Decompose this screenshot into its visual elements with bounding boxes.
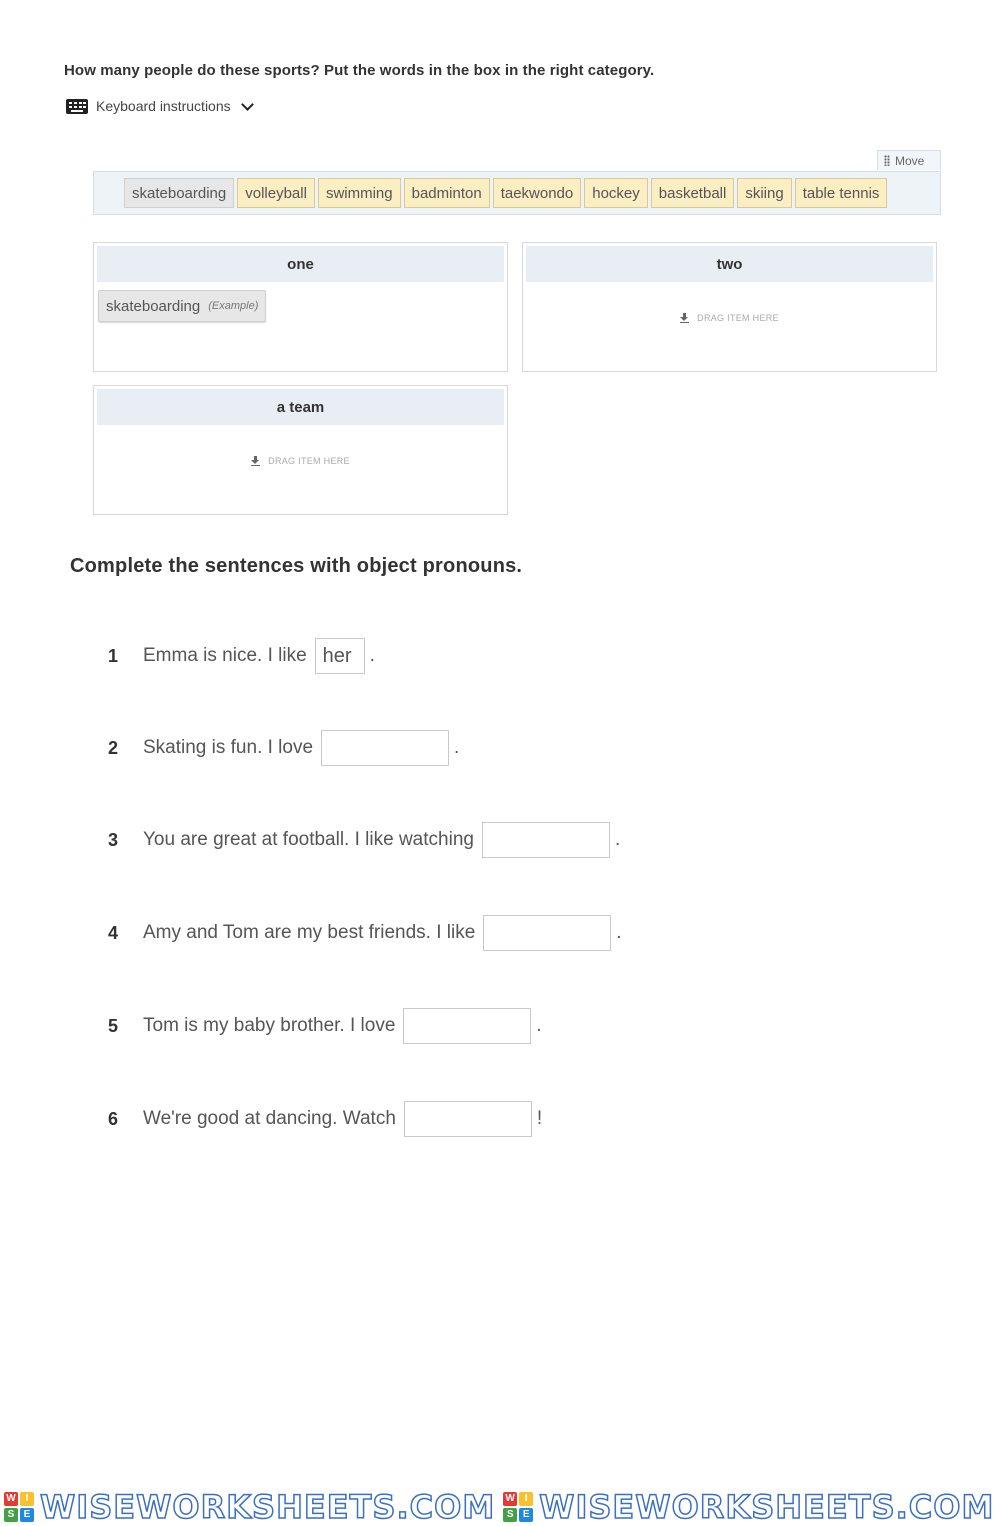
question-number: 5 [108,1015,119,1036]
example-tag: (Example) [208,300,259,312]
keyboard-instructions-toggle[interactable] [66,98,252,114]
drop-hint [94,456,507,466]
brand-logo-icon: W I S E [503,1492,533,1522]
question-row [108,1007,542,1045]
brand-logo-icon: W I S E [4,1492,34,1522]
question-number: 2 [108,737,119,758]
download-arrow-icon [680,313,689,323]
question-number: 6 [108,1108,119,1129]
answer-input[interactable] [483,915,611,951]
brand-text: WISEWORKSHEETS.COM [539,1487,995,1526]
question-end: . [369,645,375,666]
keyboard-icon [66,99,88,114]
section-title: Complete the sentences with object pronouns. [70,555,523,577]
word-chip-basketball[interactable]: basketball [651,178,735,208]
keyboard-instructions-label: Keyboard instructions [96,98,231,114]
answer-input[interactable]: her [315,638,365,674]
answer-input[interactable] [482,822,610,858]
question-end: . [536,1015,542,1036]
question-row [108,729,459,767]
brand-text: WISEWORKSHEETS.COM [40,1487,496,1526]
answer-input[interactable] [404,1101,532,1137]
word-chip-skateboarding[interactable]: skateboarding [124,178,234,208]
chevron-down-icon [241,98,254,111]
brand [503,1488,994,1526]
question-text: Emma is nice. I like [143,645,307,666]
example-chip [98,290,266,322]
question-row [108,821,620,859]
footer-watermark [0,1488,1000,1525]
brand [4,1488,495,1526]
question-text: Tom is my baby brother. I love [143,1015,396,1036]
word-chip-swimming[interactable]: swimming [318,178,401,208]
word-bank [93,171,941,215]
grip-icon [884,155,890,166]
question-end: . [454,737,460,758]
question-row [108,914,622,952]
category-one-title: one [97,246,504,282]
word-chip-badminton[interactable]: badminton [404,178,490,208]
move-handle[interactable] [877,150,941,170]
task-instructions: How many people do these sports? Put the words in the box in the right category. [64,62,655,79]
drop-hint [523,313,936,323]
move-label: Move [895,153,925,168]
word-chip-hockey[interactable]: hockey [584,178,648,208]
question-text: Skating is fun. I love [143,737,314,758]
question-number: 1 [108,645,119,666]
answer-input[interactable] [321,730,449,766]
drop-hint-label: DRAG ITEM HERE [268,456,350,466]
word-chip-taekwondo[interactable]: taekwondo [493,178,582,208]
word-chip-skiing[interactable]: skiing [737,178,791,208]
category-two-dropzone[interactable] [522,242,937,372]
category-team-title: a team [97,389,504,425]
question-end: . [614,829,621,850]
word-chip-volleyball[interactable]: volleyball [237,178,315,208]
example-word: skateboarding [106,297,201,315]
category-two-title: two [526,246,933,282]
question-text: We're good at dancing. Watch [143,1108,396,1129]
question-text: Amy and Tom are my best friends. I like [143,922,476,943]
question-row [108,1100,542,1138]
question-number: 3 [108,829,119,850]
category-one-dropzone[interactable] [93,242,508,372]
question-row [108,637,375,675]
question-end: ! [536,1108,543,1129]
question-end: . [616,922,622,943]
drop-hint-label: DRAG ITEM HERE [697,313,779,323]
download-arrow-icon [251,456,260,466]
question-text: You are great at football. I like watching [143,829,474,850]
word-chip-table-tennis[interactable]: table tennis [795,178,888,208]
answer-input[interactable] [403,1008,531,1044]
category-team-dropzone[interactable] [93,385,508,515]
question-number: 4 [108,922,119,943]
